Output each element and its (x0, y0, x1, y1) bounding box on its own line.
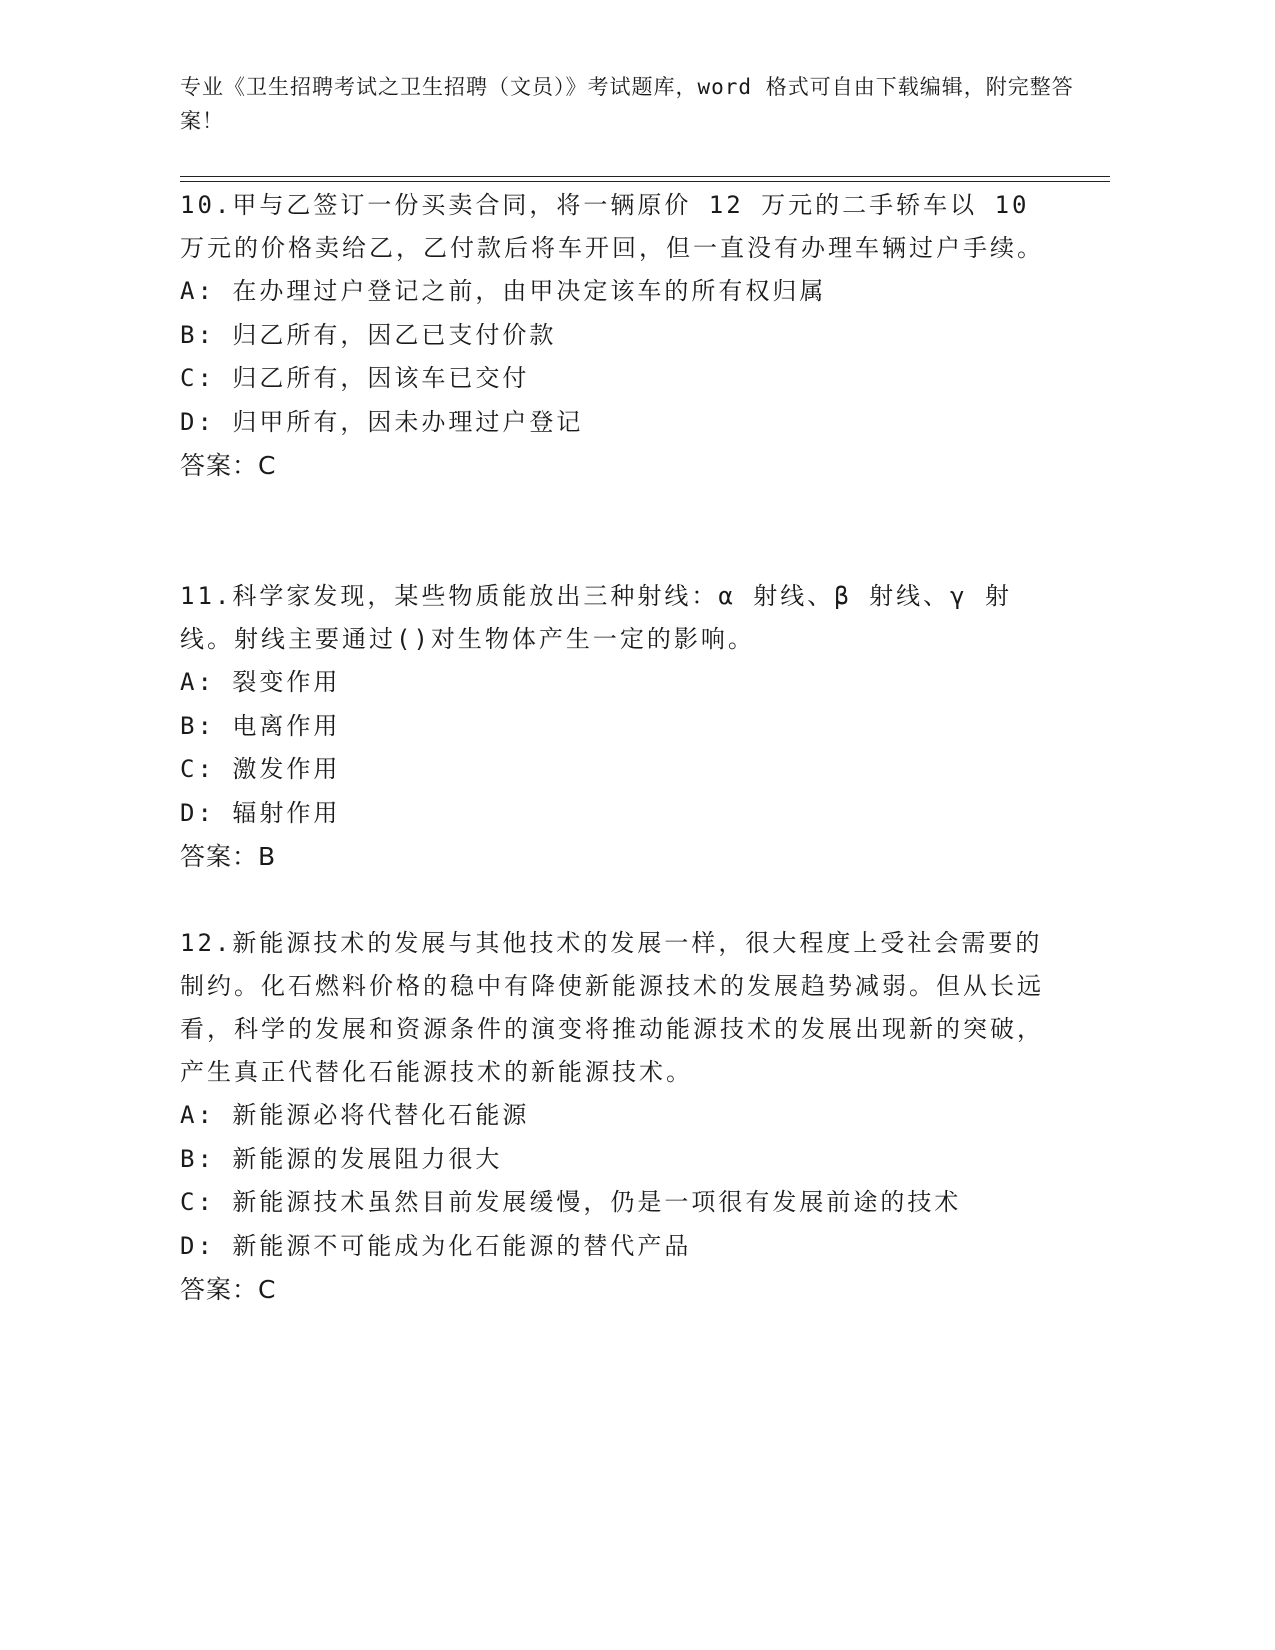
header-divider-bottom (180, 181, 1110, 182)
question-stem: 12.新能源技术的发展与其他技术的发展一样，很大程度上受社会需要的制约。化石燃料价格的稳中有降使新能源技术的发展趋势减弱。但从长远看，科学的发展和资源条件的演变将推动能源技术的发展出现新的突破，产生真正代替化石能源技术的新能源技术。 (180, 929, 1044, 1086)
question-12 (180, 922, 1050, 1312)
option-b: B: 电离作用 (180, 711, 341, 740)
question-10 (180, 184, 1050, 488)
question-11 (180, 575, 1050, 879)
option-c: C: 新能源技术虽然目前发展缓慢，仍是一项很有发展前途的技术 (180, 1188, 962, 1216)
option-a: A: 新能源必将代替化石能源 (180, 1101, 530, 1129)
document-header: 专业《卫生招聘考试之卫生招聘（文员）》考试题库，word 格式可自由下载编辑，附完整答案！ (180, 75, 1074, 133)
option-d: D: 新能源不可能成为化石能源的替代产品 (180, 1231, 692, 1260)
question-stem: 11.科学家发现，某些物质能放出三种射线：α 射线、β 射线、γ 射线。射线主要通过()对生物体产生一定的影响。 (180, 582, 1013, 653)
option-a: A: 在办理过户登记之前，由甲决定该车的所有权归属 (180, 277, 827, 305)
header-divider-top (180, 176, 1110, 177)
answer-line: 答案：C (180, 451, 277, 480)
option-d: D: 辐射作用 (180, 798, 341, 827)
option-a: A: 裂变作用 (180, 668, 341, 696)
option-c: C: 激发作用 (180, 755, 341, 783)
option-b: B: 归乙所有，因乙已支付价款 (180, 320, 557, 349)
question-stem: 10.甲与乙签订一份买卖合同，将一辆原价 12 万元的二手轿车以 10 万元的价格卖给乙，乙付款后将车开回，但一直没有办理车辆过户手续。 (180, 191, 1047, 262)
option-d: D: 归甲所有，因未办理过户登记 (180, 407, 584, 436)
answer-line: 答案：B (180, 842, 277, 871)
option-b: B: 新能源的发展阻力很大 (180, 1144, 503, 1173)
option-c: C: 归乙所有，因该车已交付 (180, 364, 530, 392)
answer-line: 答案：C (180, 1275, 277, 1304)
